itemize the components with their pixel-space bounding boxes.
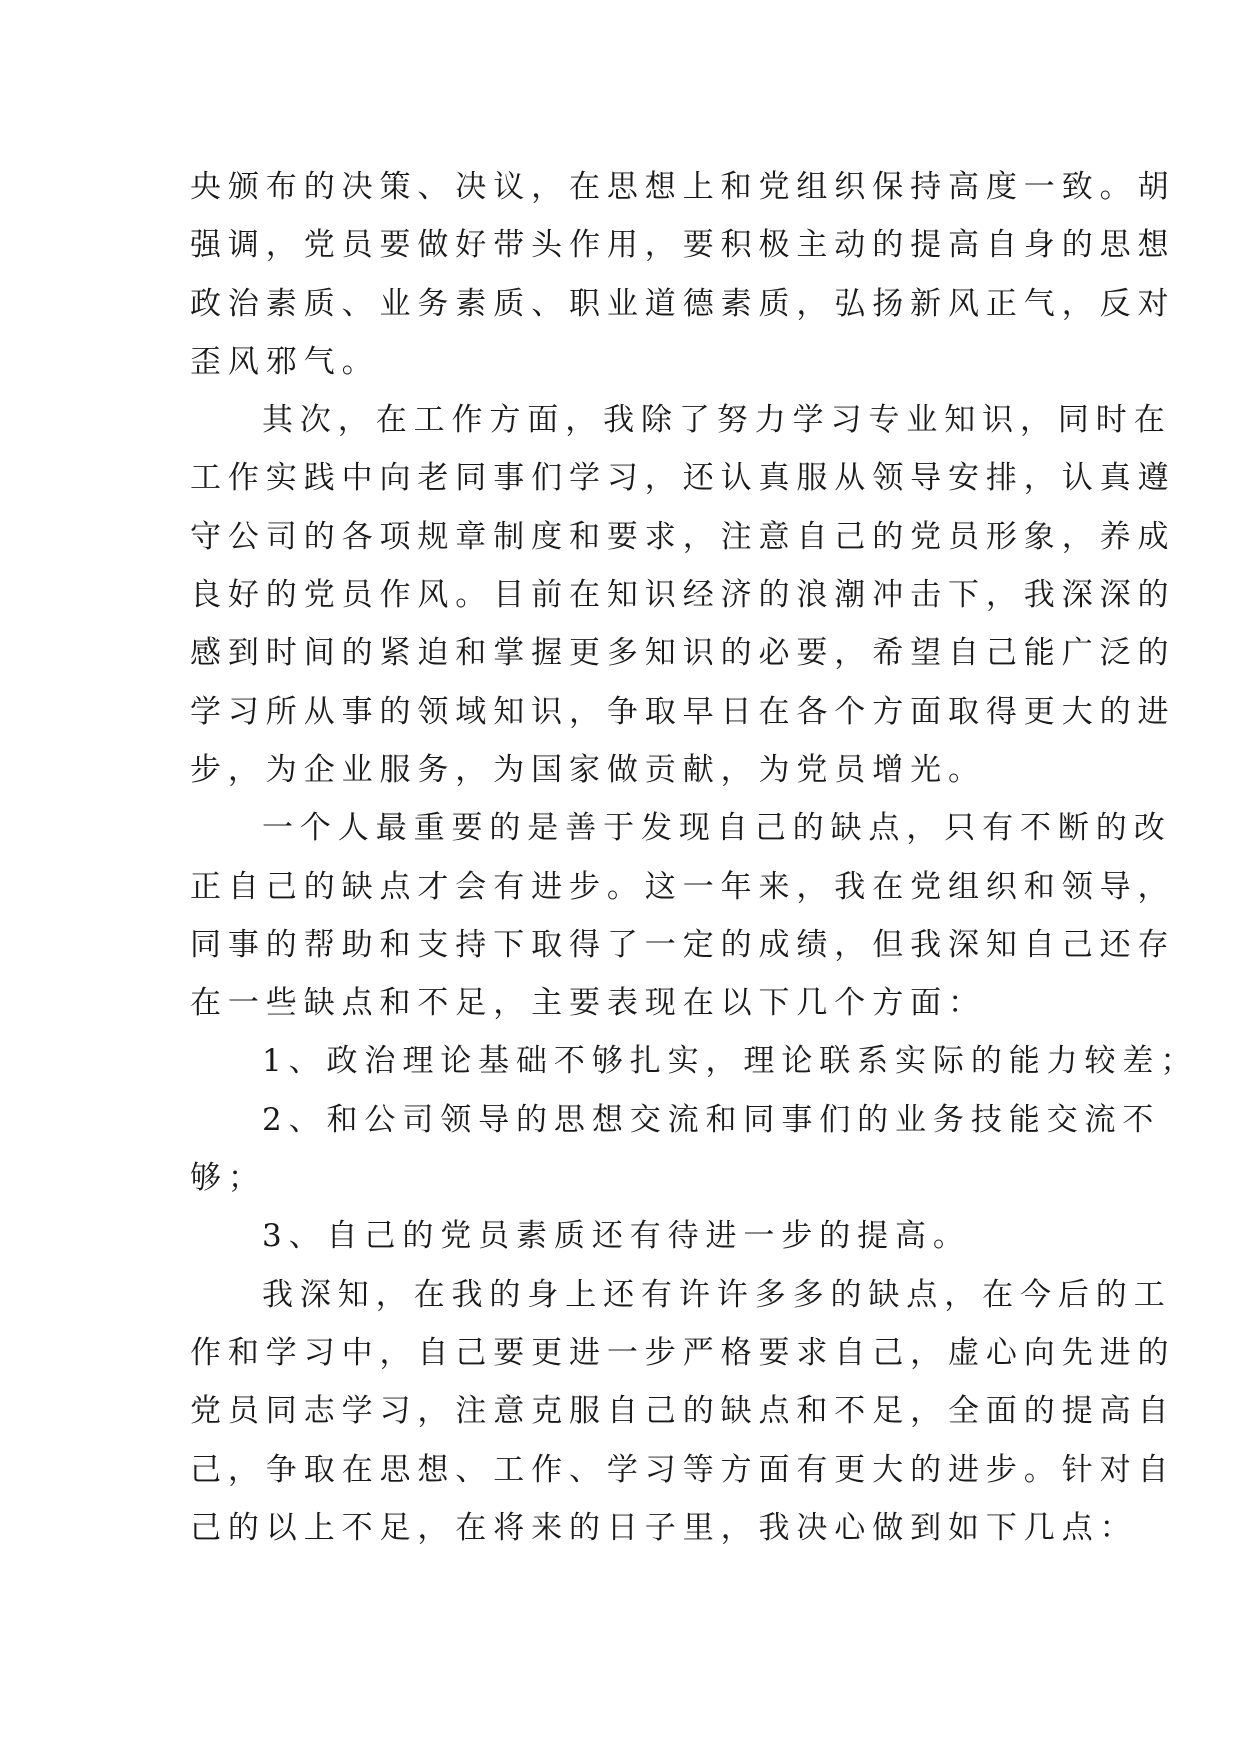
- paragraph: [190, 799, 1176, 1032]
- text-line: 己，争取在思想、工作、学习等方面有更大的进步。针对自: [190, 1451, 1176, 1488]
- paragraph: [190, 1032, 1199, 1090]
- text-line: 己的以上不足，在将来的日子里，我决心做到如下几点：: [190, 1509, 1138, 1546]
- paragraph: [190, 1266, 1176, 1557]
- text-line: 良好的党员作风。目前在知识经济的浪潮冲击下，我深深的: [190, 577, 1176, 614]
- paragraph: [190, 391, 1176, 799]
- text-line: 在一些缺点和不足，主要表现在以下几个方面：: [190, 985, 986, 1022]
- text-line: 歪风邪气。: [190, 343, 380, 380]
- paragraph: [190, 1091, 1161, 1208]
- text-line: 同事的帮助和支持下取得了一定的成绩，但我深知自己还存: [190, 926, 1176, 963]
- text-line: 作和学习中，自己要更进一步严格要求自己，虚心向先进的: [190, 1334, 1176, 1371]
- text-line: 正自己的缺点才会有进步。这一年来，我在党组织和领导，: [190, 868, 1176, 905]
- text-line: 工作实践中向老同事们学习，还认真服从领导安排，认真遵: [190, 460, 1176, 497]
- text-line: 学习所从事的领域知识，争取早日在各个方面取得更大的进: [190, 693, 1176, 730]
- text-line: 央颁布的决策、决议，在思想上和党组织保持高度一致。胡: [190, 169, 1176, 205]
- text-line: 其次，在工作方面，我除了努力学习专业知识，同时在: [262, 402, 1172, 439]
- document-body: [190, 158, 1199, 1557]
- text-line: 步，为企业服务，为国家做贡献，为党员增光。: [190, 751, 986, 788]
- text-line: 3、自己的党员素质还有待进一步的提高。: [262, 1218, 971, 1255]
- text-line: 感到时间的紧迫和掌握更多知识的必要，希望自己能广泛的: [190, 635, 1176, 672]
- text-line: 1、政治理论基础不够扎实，理论联系实际的能力较差；: [262, 1043, 1199, 1080]
- text-line: 一个人最重要的是善于发现自己的缺点，只有不断的改: [262, 810, 1172, 847]
- text-line: 党员同志学习，注意克服自己的缺点和不足，全面的提高自: [190, 1393, 1176, 1430]
- text-line: 强调，党员要做好带头作用，要积极主动的提高自身的思想: [190, 227, 1176, 264]
- paragraph: [190, 158, 1176, 391]
- text-line: 2、和公司领导的思想交流和同事们的业务技能交流不: [262, 1101, 1161, 1138]
- text-line: 够；: [190, 1160, 266, 1197]
- text-line: 守公司的各项规章制度和要求，注意自己的党员形象，养成: [190, 518, 1176, 555]
- text-line: 我深知，在我的身上还有许许多多的缺点，在今后的工: [262, 1276, 1172, 1313]
- text-line: 政治素质、业务素质、职业道德素质，弘扬新风正气，反对: [190, 285, 1176, 322]
- paragraph: [190, 1207, 1050, 1265]
